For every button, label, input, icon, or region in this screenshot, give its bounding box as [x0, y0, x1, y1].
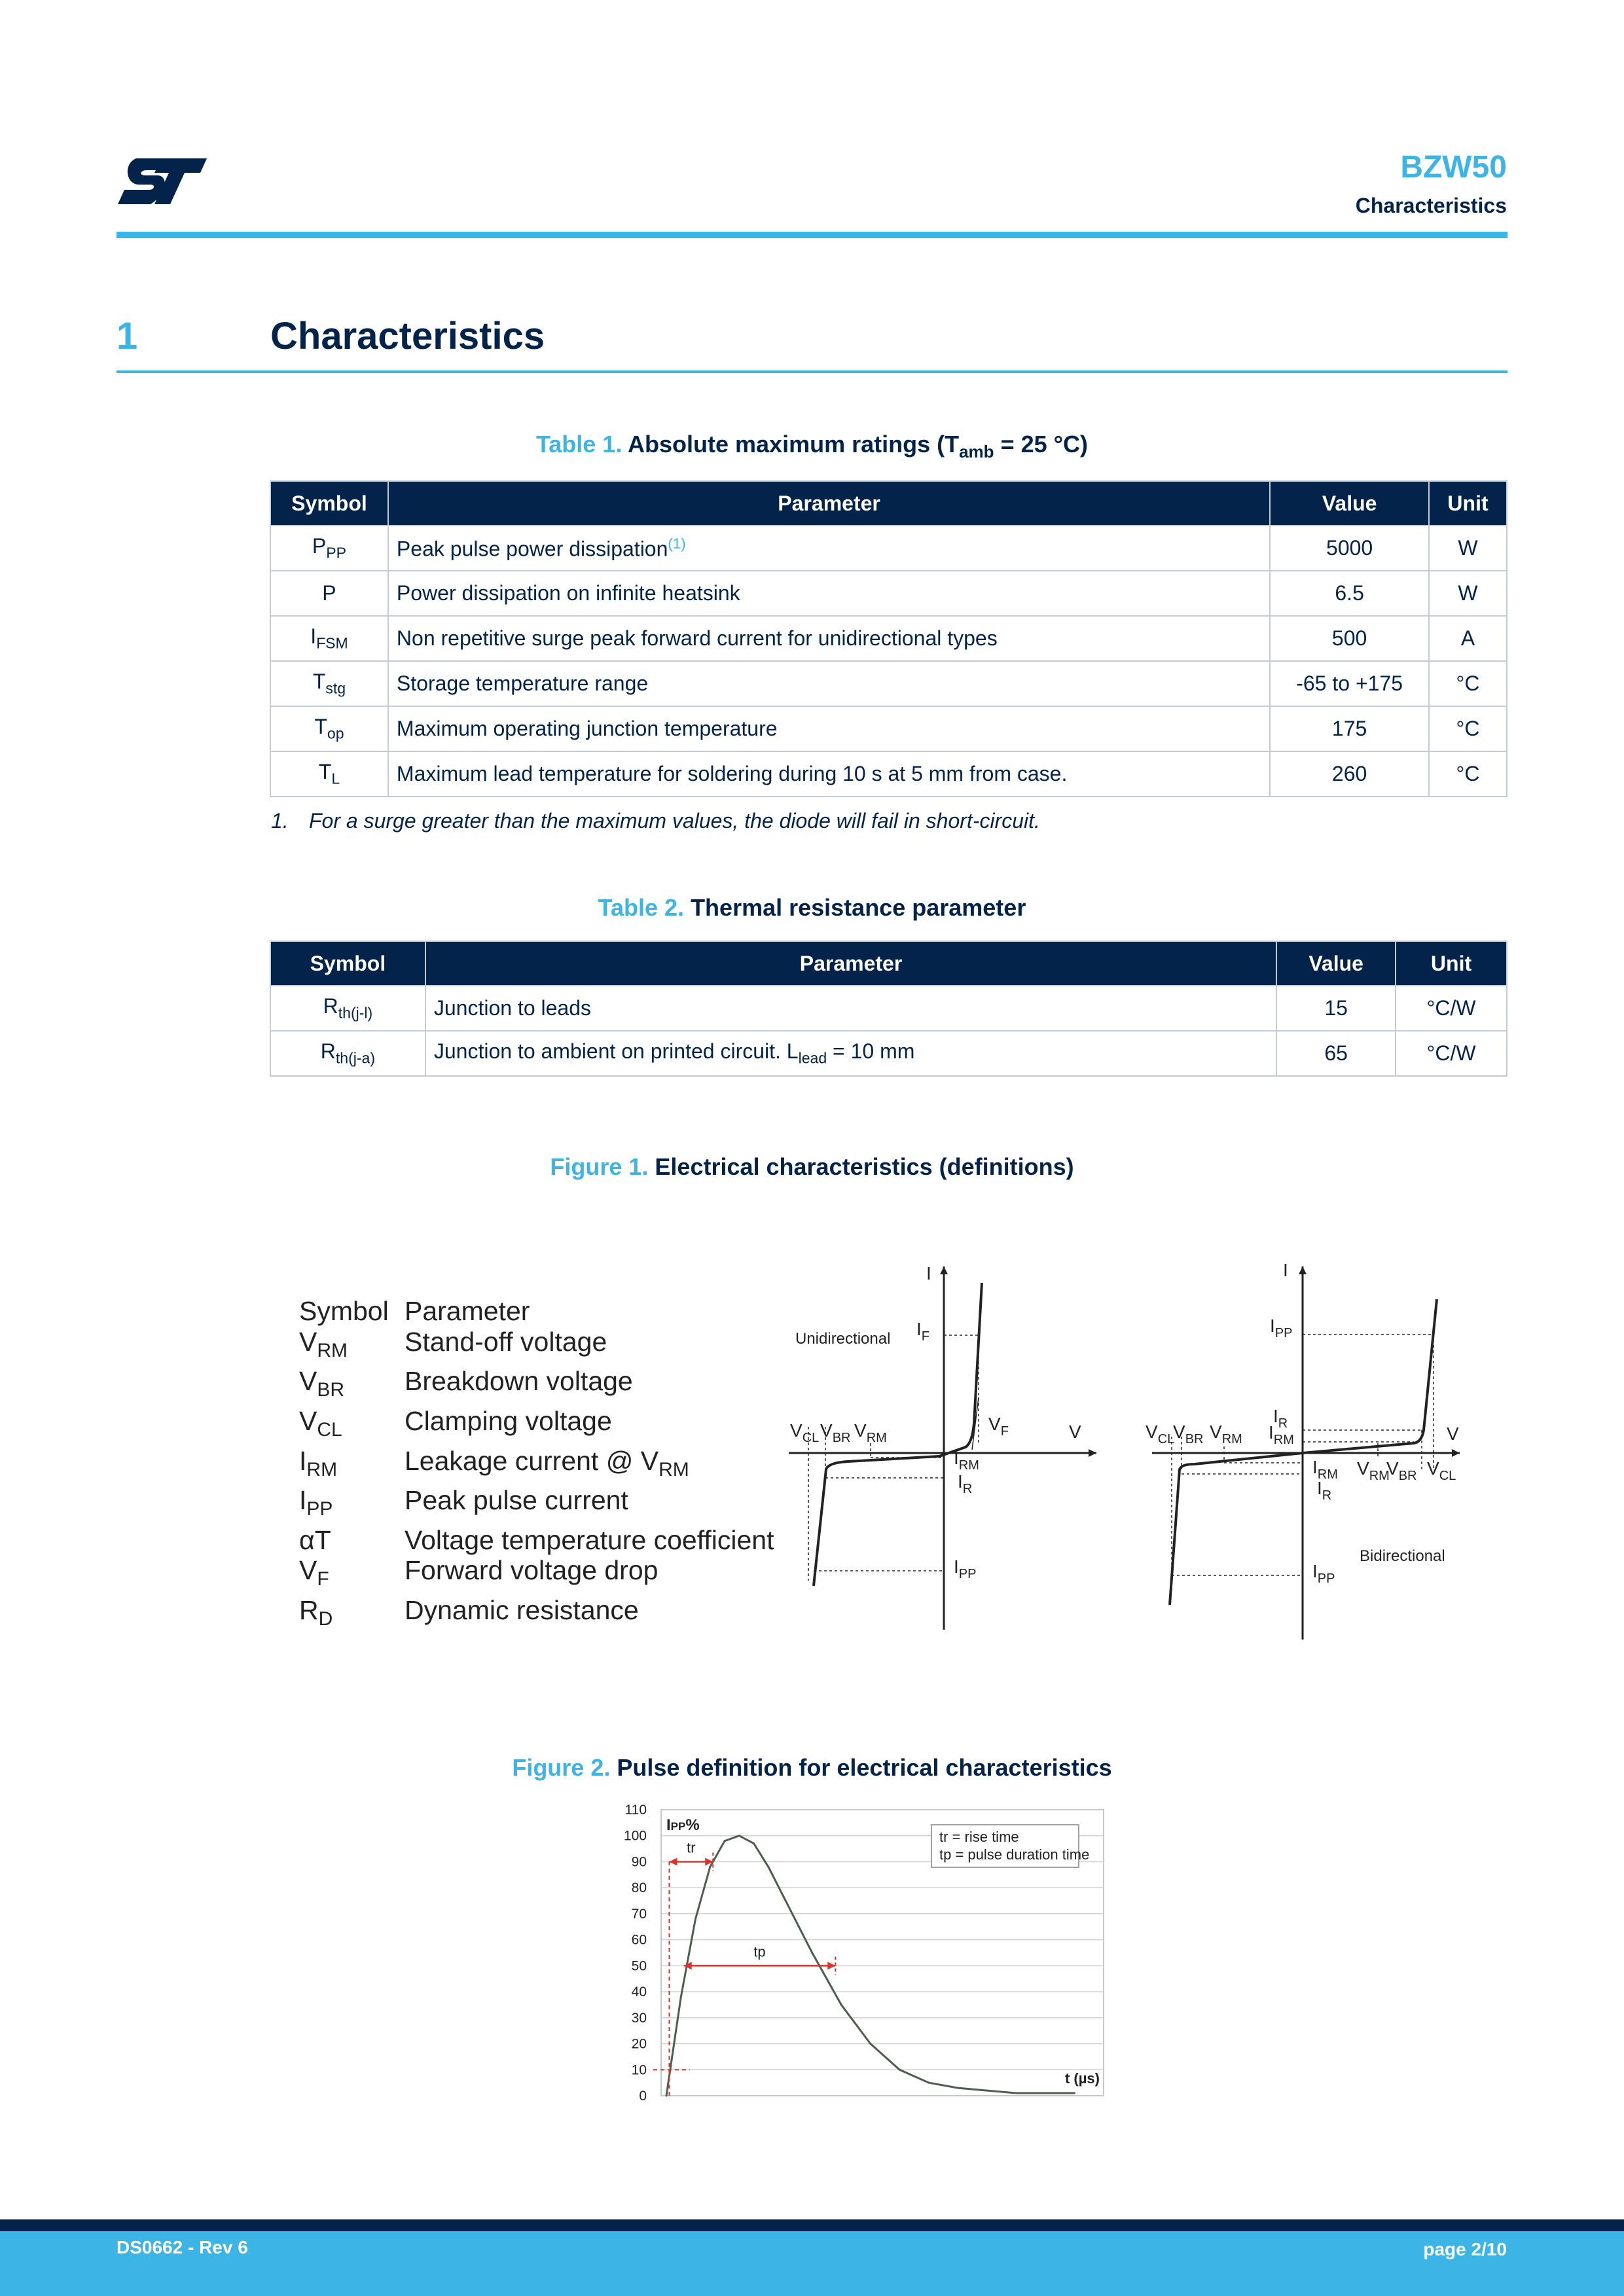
v-axis-label: V	[1069, 1422, 1081, 1442]
symbol-cell: P	[270, 571, 388, 616]
data-point	[957, 2087, 959, 2089]
value-cell: 500	[1270, 616, 1429, 661]
y-tick-label: 70	[631, 1906, 647, 1922]
table-row	[270, 661, 1507, 706]
data-point	[1074, 2092, 1075, 2094]
data-point	[666, 2095, 668, 2097]
unidirectional-label: Unidirectional	[795, 1330, 891, 1348]
absolute-max-ratings-table	[270, 480, 1507, 797]
parameter-cell: Power dissipation on infinite heatsink	[388, 571, 1270, 616]
tp-arrow-right	[827, 1962, 835, 1969]
footnote-number: 1.	[271, 809, 289, 833]
unit-cell: A	[1429, 616, 1507, 661]
figure2-caption-label: Figure 2.	[512, 1754, 611, 1781]
parameter-cell: Maximum lead temperature for soldering during 10 s at 5 mm from case.	[388, 751, 1270, 797]
ipp-label: $I_{PP}$	[954, 1556, 977, 1581]
unidirectional-iv-diagram	[782, 1253, 1110, 1633]
legend-header: Symbol Parameter	[299, 1296, 530, 1326]
i-axis-label: I	[926, 1263, 931, 1283]
parameter-cell: Maximum operating junction temperature	[388, 706, 1270, 751]
value-cell: 15	[1276, 986, 1396, 1031]
legend-row: αT Voltage temperature coefficient	[299, 1524, 774, 1555]
data-point	[753, 1842, 755, 1844]
vcl-label: $V_{CL}$	[1146, 1422, 1175, 1446]
vcl-r-label: $V_{CL}$	[1427, 1458, 1456, 1483]
table-row	[270, 526, 1507, 571]
tr-arrow-left	[669, 1857, 677, 1865]
symbol-cell: $P_{PP}$	[270, 526, 388, 571]
data-point	[738, 1835, 740, 1837]
data-point	[1044, 2092, 1046, 2094]
table1-caption-text: Absolute maximum ratings ($T_{amb} = 25$ °C)	[628, 431, 1089, 462]
if-label: $I_F$	[916, 1319, 929, 1344]
y-tick-label: 0	[639, 2089, 647, 2104]
st-logo	[117, 156, 208, 207]
table1-caption	[117, 431, 1507, 462]
data-point	[986, 2090, 988, 2092]
ipp-label: $I_{PP}$	[1270, 1316, 1293, 1340]
section-title: Characteristics	[270, 315, 545, 357]
legend-row: $R_D$ Dynamic resistance	[299, 1595, 639, 1630]
figure2-caption-text: Pulse definition for electrical characteristics	[617, 1754, 1112, 1781]
legend-row: $V_{CL}$ Clamping voltage	[299, 1405, 612, 1441]
parameter-cell: Junction to leads	[425, 986, 1276, 1031]
footer-rule	[0, 2219, 1624, 2231]
data-point	[767, 1866, 769, 1868]
y-tick-label: 60	[631, 1932, 647, 1948]
table2-caption-label: Table 2.	[598, 894, 685, 921]
legend-row: $I_{RM}$ Leakage current @ $V_{RM}$	[299, 1445, 689, 1480]
bidirectional-label: Bidirectional	[1360, 1547, 1445, 1565]
footnote-text: For a surge greater than the maximum values, the diode will fail in short-circuit.	[309, 809, 1040, 833]
vcl-label: $V_{CL}$	[790, 1420, 820, 1445]
col-parameter: Parameter	[425, 941, 1276, 986]
col-value: Value	[1276, 941, 1396, 986]
i-axis-label: I	[1283, 1260, 1288, 1280]
col-symbol: Symbol	[270, 941, 425, 986]
vrm-r-label: $V_{RM}$	[1357, 1458, 1390, 1483]
col-unit: Unit	[1429, 481, 1507, 526]
table2-caption	[117, 894, 1507, 922]
symbol-cell: $R_{th(j-a)}$	[270, 1031, 425, 1076]
data-point	[782, 1895, 784, 1897]
col-value: Value	[1270, 481, 1429, 526]
parameter-cell: Storage temperature range	[388, 661, 1270, 706]
doc-revision: DS0662 - Rev 6	[117, 2237, 248, 2257]
legend-row: $V_{BR}$ Breakdown voltage	[299, 1366, 633, 1401]
unit-cell: °C/W	[1396, 1031, 1507, 1076]
parameter-cell: Peak pulse power dissipation$^{(1)}$	[388, 526, 1270, 571]
symbol-cell: $R_{th(j-l)}$	[270, 986, 425, 1031]
ipp-n-label: $I_{PP}$	[1312, 1561, 1335, 1586]
table-row	[270, 706, 1507, 751]
tr-label: tr	[687, 1839, 696, 1856]
v-axis-label: V	[1447, 1424, 1459, 1444]
value-cell: -65 to +175	[1270, 661, 1429, 706]
vbr-label: $V_{BR}$	[820, 1420, 851, 1445]
data-point	[724, 1840, 726, 1842]
i-axis-arrow	[940, 1266, 948, 1274]
table-row	[270, 616, 1507, 661]
value-cell: 175	[1270, 706, 1429, 751]
table2-caption-text: Thermal resistance parameter	[691, 894, 1026, 921]
pulse-chart	[609, 1793, 1152, 2114]
i-axis-arrow	[1299, 1266, 1307, 1274]
y-tick-labels	[624, 1803, 647, 2104]
unit-cell: °C	[1429, 706, 1507, 751]
unit-cell: W	[1429, 571, 1507, 616]
data-point	[709, 1866, 711, 1868]
v-axis-arrow	[1452, 1449, 1460, 1457]
ir-label: $I_R$	[1273, 1406, 1288, 1431]
legend-pulse-duration: tp = pulse duration time	[939, 1846, 1090, 1863]
data-point	[840, 2003, 842, 2005]
data-point	[811, 1952, 813, 1954]
bidirectional-iv-diagram	[1139, 1253, 1479, 1646]
data-point	[680, 1996, 682, 1998]
page-number: page 2/10	[1423, 2239, 1507, 2259]
figure2-caption	[117, 1754, 1507, 1782]
y-tick-label: 80	[631, 1880, 647, 1896]
data-point	[869, 2043, 871, 2045]
value-cell: 6.5	[1270, 571, 1429, 616]
ir-label: $I_R$	[958, 1471, 973, 1496]
product-name: BZW50	[1400, 150, 1507, 185]
table-row	[270, 986, 1507, 1031]
legend-row: $V_F$ Forward voltage drop	[299, 1555, 659, 1590]
value-cell: 65	[1276, 1031, 1396, 1076]
y-tick-label: 20	[631, 2036, 647, 2052]
symbol-cell: $T_L$	[270, 751, 388, 797]
footnote-ref[interactable]: (1)	[668, 535, 686, 552]
y-tick-label: 40	[631, 1984, 647, 2000]
unit-cell: W	[1429, 526, 1507, 571]
data-point	[1015, 2092, 1017, 2094]
data-point	[695, 1918, 696, 1920]
figure1-caption	[117, 1153, 1507, 1181]
table-header-row	[270, 941, 1507, 986]
legend-rise-time: tr = rise time	[939, 1829, 1019, 1845]
table1-caption-label: Table 1.	[535, 431, 623, 457]
section-rule	[117, 370, 1507, 373]
tp-label: tp	[753, 1943, 766, 1960]
value-cell: 5000	[1270, 526, 1429, 571]
table1-footnote	[271, 809, 1040, 833]
y-tick-label: 10	[631, 2062, 647, 2078]
irm-n-label: $I_{RM}$	[1312, 1457, 1338, 1482]
col-parameter: Parameter	[388, 481, 1270, 526]
parameter-cell: Junction to ambient on printed circuit. $L_{lead} = 10$ mm	[425, 1031, 1276, 1076]
y-tick-label: 30	[631, 2010, 647, 2026]
figure1-caption-text: Electrical characteristics (definitions)	[655, 1153, 1074, 1180]
symbol-cell: $T_{op}$	[270, 706, 388, 751]
vf-label: $V_F$	[988, 1414, 1009, 1439]
data-point	[928, 2082, 929, 2084]
unit-cell: °C/W	[1396, 986, 1507, 1031]
irm-label: $I_{RM}$	[954, 1448, 979, 1473]
vbr-r-label: $V_{BR}$	[1386, 1458, 1417, 1483]
table-row	[270, 571, 1507, 616]
unit-cell: °C	[1429, 661, 1507, 706]
x-axis-label: t (µs)	[1064, 2070, 1100, 2087]
parameter-cell: Non repetitive surge peak forward current for unidirectional types	[388, 616, 1270, 661]
v-axis-arrow	[1089, 1449, 1096, 1457]
y-tick-label: 100	[623, 1828, 647, 1844]
irm-label: $I_{RM}$	[1269, 1422, 1294, 1447]
header-rule	[117, 232, 1507, 238]
figure1-caption-label: Figure 1.	[550, 1153, 649, 1180]
symbol-legend	[299, 1296, 774, 1635]
col-symbol: Symbol	[270, 481, 388, 526]
data-point	[899, 2069, 901, 2071]
table-row	[270, 1031, 1507, 1076]
vbr-label: $V_{BR}$	[1173, 1422, 1204, 1446]
y-tick-label: 90	[631, 1854, 647, 1870]
table-row	[270, 751, 1507, 797]
thermal-resistance-table	[270, 941, 1507, 1077]
symbol-cell: $I_{FSM}$	[270, 616, 388, 661]
legend-row: $V_{RM}$ Stand-off voltage	[299, 1326, 607, 1361]
symbol-cell: $T_{stg}$	[270, 661, 388, 706]
unit-cell: °C	[1429, 751, 1507, 797]
value-cell: 260	[1270, 751, 1429, 797]
y-axis-label: IPP%	[666, 1816, 700, 1834]
header-section: Characteristics	[1355, 194, 1507, 217]
vrm-label: $V_{RM}$	[854, 1420, 887, 1445]
table-header-row	[270, 481, 1507, 526]
section-number: 1	[117, 315, 138, 357]
ir-n-label: $I_R$	[1317, 1478, 1332, 1503]
vrm-label: $V_{RM}$	[1210, 1422, 1242, 1446]
y-tick-label: 110	[624, 1803, 647, 1818]
y-tick-label: 50	[631, 1958, 647, 1974]
legend-row: $I_{PP}$ Peak pulse current	[299, 1485, 628, 1520]
col-unit: Unit	[1396, 941, 1507, 986]
